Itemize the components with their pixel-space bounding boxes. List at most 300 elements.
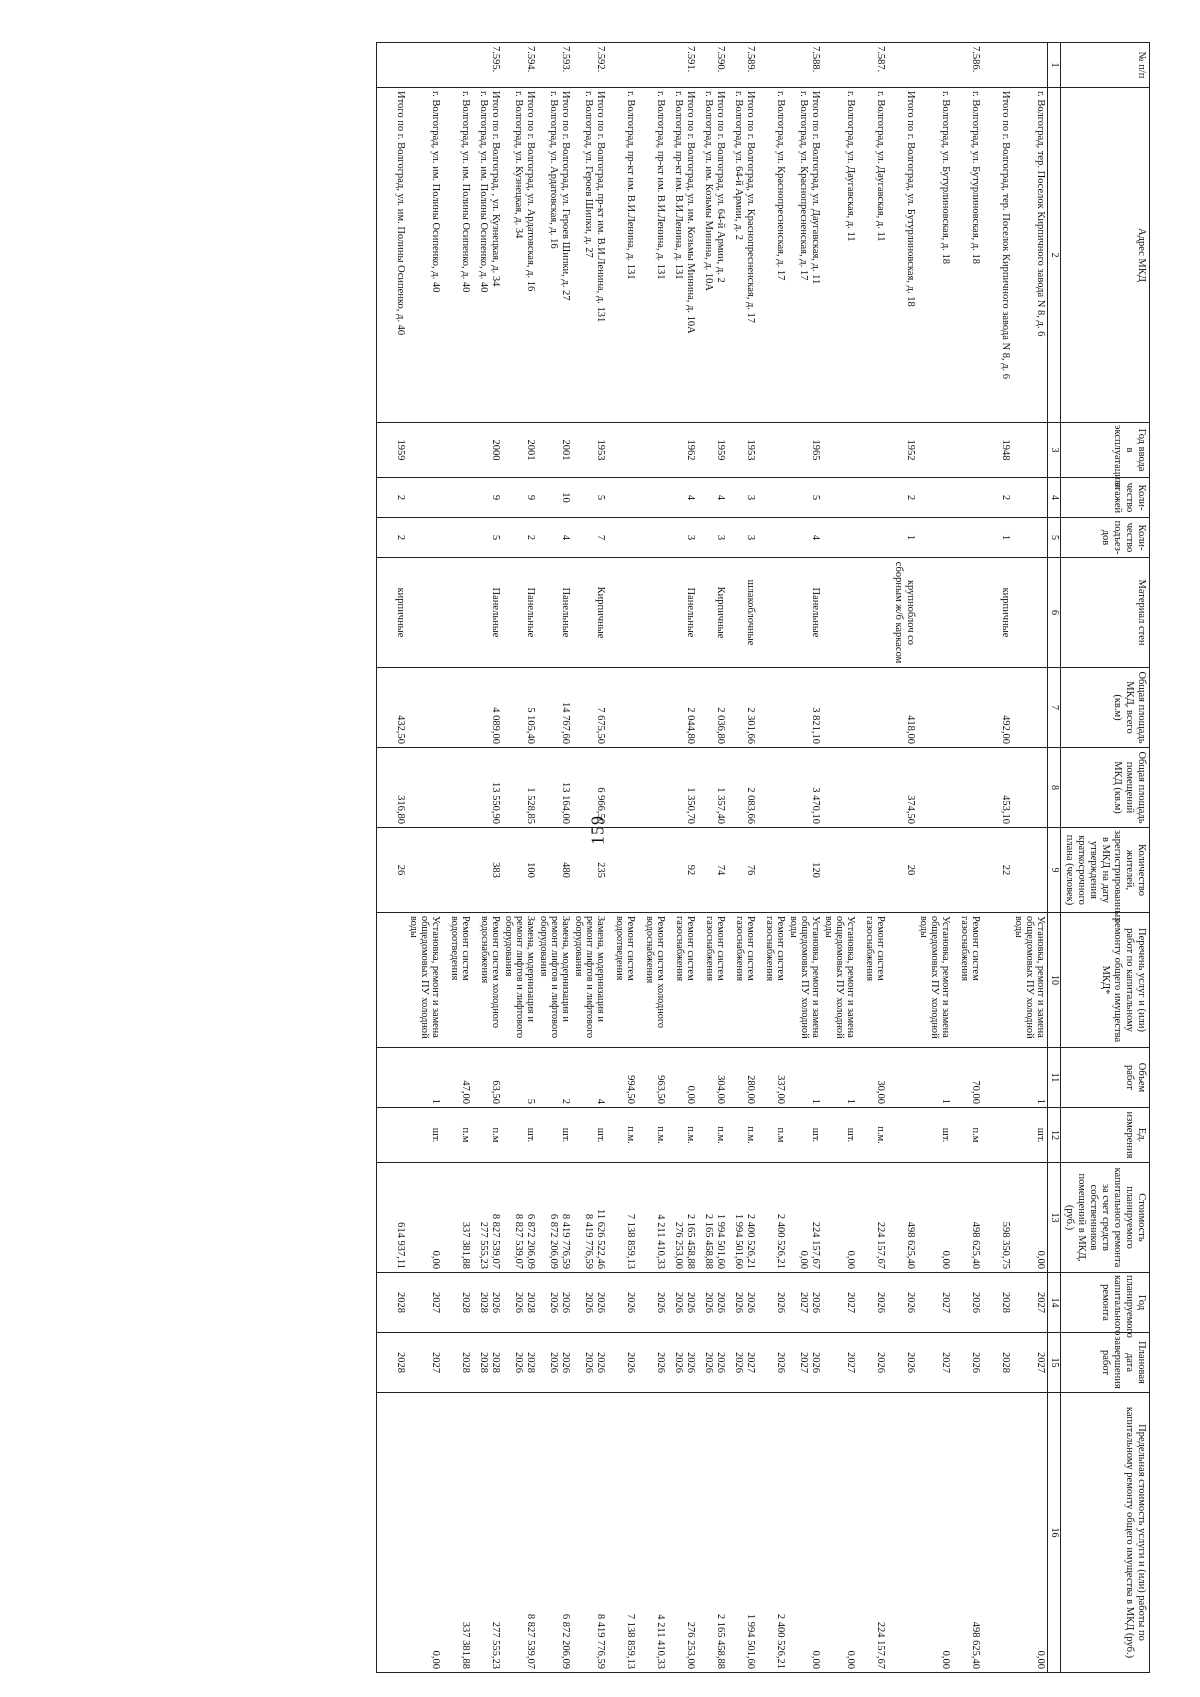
table-cell-col-7: [442, 668, 472, 748]
table-cell-col-3: [1012, 423, 1048, 478]
column-header-9: Количество жителей, зарегистрированных в МКД на дату утверждения краткосрочного плана (человек): [1061, 828, 1150, 913]
table-cell-col-11: 994,50: [607, 1048, 637, 1108]
table-cell-col-2: Итого по г. Волгоград, тер. Поселок Кирпичного завода N 8, д. 6: [982, 88, 1012, 423]
table-cell-col-4: 2: [887, 478, 917, 518]
table-cell-col-8: 316,80: [377, 748, 408, 828]
table-cell-col-8: [637, 748, 667, 828]
table-cell-col-12: шт.: [502, 1108, 537, 1163]
table-cell-col-7: [637, 668, 667, 748]
column-number-14: 14: [1048, 1273, 1061, 1333]
table-cell-col-10: Ремонт систем газоснабжения: [857, 913, 887, 1048]
table-cell-col-4: 5: [787, 478, 822, 518]
table-cell-col-2: Итого по г. Волгоград, ул. Бутурлиновская, д. 18: [887, 88, 917, 423]
table-cell-col-8: [857, 748, 887, 828]
table-cell-col-7: [757, 668, 787, 748]
table-cell-col-7: 418,00: [887, 668, 917, 748]
table-cell-col-13: 498 625,40: [887, 1163, 917, 1273]
table-cell-col-15: 2028: [442, 1333, 472, 1393]
table-cell-col-1: 7.590.: [697, 43, 727, 88]
table-cell-col-14: 2026: [857, 1273, 887, 1333]
table-cell-col-10: Замена, модернизация и ремонт лифтов и лифтового оборудования: [537, 913, 572, 1048]
table-cell-col-13: 0,00: [1012, 1163, 1048, 1273]
table-cell-col-2: г. Волгоград, ул. им. Полины Осипенко, д. 40: [407, 88, 442, 423]
table-cell-col-16: 1 994 501,60: [727, 1393, 757, 1673]
table-cell-col-3: 1952: [887, 423, 917, 478]
table-cell-col-12: [377, 1108, 408, 1163]
table-cell-col-9: 76: [727, 828, 757, 913]
table-cell-col-6: кирпичные: [377, 558, 408, 668]
table-cell-col-13: 498 625,40: [952, 1163, 982, 1273]
table-cell-col-14: 2028 2026: [502, 1273, 537, 1333]
table-cell-col-14: 2026: [952, 1273, 982, 1333]
table-cell-col-13: 0,00: [822, 1163, 857, 1273]
table-cell-col-8: [407, 748, 442, 828]
table-cell-col-14: 2027: [1012, 1273, 1048, 1333]
table-cell-col-14: 2027: [822, 1273, 857, 1333]
table-cell-col-13: 8 419 776,59 6 872 206,09: [537, 1163, 572, 1273]
column-header-15: Плановая дата завершения работ: [1061, 1333, 1150, 1393]
table-cell-col-5: 4: [537, 518, 572, 558]
table-row: [857, 43, 887, 1673]
table-cell-col-16: 0,00: [822, 1393, 857, 1673]
column-number-2: 2: [1048, 88, 1061, 423]
column-number-16: 16: [1048, 1393, 1061, 1673]
table-cell-col-6: [757, 558, 787, 668]
table-cell-col-12: п.м.: [727, 1108, 757, 1163]
table-cell-col-6: Панельные: [537, 558, 572, 668]
table-cell-col-15: 2026 2027: [787, 1333, 822, 1393]
table-cell-col-14: 2026 2026: [697, 1273, 727, 1333]
table-cell-col-11: 0,00: [667, 1048, 697, 1108]
table-cell-col-2: г. Волгоград, ул. Краснопресненская, д. 17: [757, 88, 787, 423]
table-cell-col-7: [952, 668, 982, 748]
table-cell-col-15: 2026: [857, 1333, 887, 1393]
table-cell-col-16: 8 827 539,07: [502, 1393, 537, 1673]
table-cell-col-11: 1: [822, 1048, 857, 1108]
table-cell-col-14: 2028: [377, 1273, 408, 1333]
table-cell-col-4: [407, 478, 442, 518]
table-cell-col-2: Итого по г. Волгоград, ул. Даугавская, д. 11 г. Волгоград, ул. Краснопресненская, д. 17: [787, 88, 822, 423]
table-cell-col-5: 3: [697, 518, 727, 558]
table-cell-col-16: [377, 1393, 408, 1673]
column-header-6: Материал стен: [1061, 558, 1150, 668]
table-cell-col-5: 7: [572, 518, 607, 558]
table-cell-col-1: 7.594.: [502, 43, 537, 88]
table-cell-col-2: г. Волгоград, ул. Даугавская, д. 11: [857, 88, 887, 423]
table-cell-col-2: г. Волгоград, ул. им. Полины Осипенко, д. 40: [442, 88, 472, 423]
column-number-3: 3: [1048, 423, 1061, 478]
table-cell-col-10: [887, 913, 917, 1048]
table-cell-col-6: Панельные: [667, 558, 697, 668]
table-cell-col-9: [1012, 828, 1048, 913]
table-cell-col-7: [917, 668, 952, 748]
column-header-5: Коли-чество подъез-дов: [1061, 518, 1150, 558]
table-cell-col-8: 13 164,00: [537, 748, 572, 828]
table-cell-col-3: [822, 423, 857, 478]
table-cell-col-15: 2027: [917, 1333, 952, 1393]
table-cell-col-16: 8 419 776,59: [572, 1393, 607, 1673]
table-cell-col-12: шт.: [822, 1108, 857, 1163]
table-row: [887, 43, 917, 1673]
table-cell-col-10: Ремонт систем газоснабжения: [757, 913, 787, 1048]
table-cell-col-5: 1: [887, 518, 917, 558]
table-cell-col-7: [407, 668, 442, 748]
table-cell-col-4: [757, 478, 787, 518]
table-cell-col-8: [952, 748, 982, 828]
table-row: [697, 43, 727, 1673]
table-cell-col-7: 432,50: [377, 668, 408, 748]
table-cell-col-1: [407, 43, 442, 88]
table-cell-col-15: 2027 2026: [727, 1333, 757, 1393]
rotated-page: [40, 42, 1150, 1672]
table-cell-col-4: 2: [982, 478, 1012, 518]
column-header-16: Предельная стоимость услуги и (или) работы по капитальному ремонту общего имущества в МКД (руб.): [1061, 1393, 1150, 1673]
table-cell-col-9: [917, 828, 952, 913]
table-cell-col-2: г. Волгоград, пр-кт им. В.И.Ленина, д. 131: [637, 88, 667, 423]
column-number-11: 11: [1048, 1048, 1061, 1108]
table-cell-col-3: 2001: [502, 423, 537, 478]
table-cell-col-10: Ремонт систем водоотведения: [442, 913, 472, 1048]
table-cell-col-3: [917, 423, 952, 478]
table-cell-col-4: 9: [472, 478, 502, 518]
table-row: [537, 43, 572, 1673]
table-cell-col-11: 2: [537, 1048, 572, 1108]
table-cell-col-2: г. Волгоград, ул. Бутурлиновская, д. 18: [917, 88, 952, 423]
table-cell-col-7: [607, 668, 637, 748]
table-cell-col-1: [822, 43, 857, 88]
table-cell-col-16: 4 211 410,33: [637, 1393, 667, 1673]
table-row: [787, 43, 822, 1673]
table-cell-col-7: [1012, 668, 1048, 748]
table-cell-col-6: Кирпичные: [697, 558, 727, 668]
column-header-12: Ед. измерения: [1061, 1108, 1150, 1163]
table-cell-col-11: [887, 1048, 917, 1108]
column-header-8: Общая площадь помещений МКД (кв.м): [1061, 748, 1150, 828]
table-cell-col-16: [887, 1393, 917, 1673]
table-cell-col-11: 1: [787, 1048, 822, 1108]
table-cell-col-10: Ремонт систем газоснабжения: [952, 913, 982, 1048]
table-cell-col-4: 4: [697, 478, 727, 518]
table-cell-col-4: [822, 478, 857, 518]
table-cell-col-9: 480: [537, 828, 572, 913]
column-number-9: 9: [1048, 828, 1061, 913]
table-cell-col-4: 2: [377, 478, 408, 518]
table-cell-col-16: 0,00: [787, 1393, 822, 1673]
table-row: [917, 43, 952, 1673]
table-cell-col-10: Установка, ремонт и замена общедомовых ПУ холодной воды: [407, 913, 442, 1048]
table-cell-col-15: 2027: [1012, 1333, 1048, 1393]
column-header-7: Общая площадь МКД, всего (кв.м): [1061, 668, 1150, 748]
table-cell-col-1: [757, 43, 787, 88]
table-cell-col-11: 70,00: [952, 1048, 982, 1108]
table-cell-col-4: [442, 478, 472, 518]
table-cell-col-5: 4: [787, 518, 822, 558]
table-cell-col-14: 2027: [407, 1273, 442, 1333]
table-cell-col-15: 2026 2026: [572, 1333, 607, 1393]
table-cell-col-6: шлакоблочные: [727, 558, 757, 668]
table-cell-col-7: 2 301,66: [727, 668, 757, 748]
table-cell-col-1: [1012, 43, 1048, 88]
table-cell-col-12: п.м.: [637, 1108, 667, 1163]
table-cell-col-6: [857, 558, 887, 668]
table-cell-col-9: [442, 828, 472, 913]
table-cell-col-3: 2001: [537, 423, 572, 478]
table-cell-col-7: 14 767,60: [537, 668, 572, 748]
table-cell-col-10: Ремонт систем газоснабжения: [697, 913, 727, 1048]
table-cell-col-1: 7.587.: [857, 43, 887, 88]
table-cell-col-9: [952, 828, 982, 913]
table-cell-col-3: 1959: [377, 423, 408, 478]
table-cell-col-16: 498 625,40: [952, 1393, 982, 1673]
table-cell-col-1: [982, 43, 1012, 88]
table-cell-col-6: [1012, 558, 1048, 668]
table-cell-col-2: Итого по г. Волгоград, , ул. Кузнецкая, д. 34 г. Волгоград, ул. им. Полины Осипенко, д. 40: [472, 88, 502, 423]
table-cell-col-14: 2026 2026: [537, 1273, 572, 1333]
table-cell-col-7: 7 675,50: [572, 668, 607, 748]
table-cell-col-6: [607, 558, 637, 668]
column-header-1: № п/п: [1061, 43, 1150, 88]
table-cell-col-1: 7.589.: [727, 43, 757, 88]
table-cell-col-12: п.м.: [857, 1108, 887, 1163]
table-cell-col-5: [407, 518, 442, 558]
table-cell-col-7: 2 036,80: [697, 668, 727, 748]
table-cell-col-3: 1959: [697, 423, 727, 478]
table-cell-col-13: 0,00: [407, 1163, 442, 1273]
table-cell-col-4: 9: [502, 478, 537, 518]
table-cell-col-16: 6 872 206,09: [537, 1393, 572, 1673]
table-cell-col-5: [637, 518, 667, 558]
table-cell-col-2: Итого по г. Волгоград, ул. 64-й Армии, д. 2 г. Волгоград, ул. им. Козьмы Минина, д. 10А: [697, 88, 727, 423]
table-cell-col-5: 2: [377, 518, 408, 558]
table-cell-col-9: 120: [787, 828, 822, 913]
table-row: [637, 43, 667, 1673]
table-cell-col-4: [857, 478, 887, 518]
table-cell-col-4: [917, 478, 952, 518]
table-cell-col-4: 5: [572, 478, 607, 518]
table-row: [822, 43, 857, 1673]
table-cell-col-10: Ремонт систем газоснабжения: [727, 913, 757, 1048]
table-row: [472, 43, 502, 1673]
table-cell-col-2: Итого по г. Волгоград, ул. Героев Шипки, д. 27 г. Волгоград, ул. Ардатовская, д. 16: [537, 88, 572, 423]
table-cell-col-7: [857, 668, 887, 748]
table-cell-col-3: [407, 423, 442, 478]
table-cell-col-13: 224 157,67: [857, 1163, 887, 1273]
table-cell-col-7: 2 044,80: [667, 668, 697, 748]
table-cell-col-15: 2027: [407, 1333, 442, 1393]
table-cell-col-9: 92: [667, 828, 697, 913]
table-cell-col-16: 2 400 526,21: [757, 1393, 787, 1673]
table-cell-col-6: [637, 558, 667, 668]
table-cell-col-9: 26: [377, 828, 408, 913]
table-cell-col-8: [917, 748, 952, 828]
table-cell-col-14: 2027: [917, 1273, 952, 1333]
table-cell-col-3: [757, 423, 787, 478]
table-cell-col-9: 20: [887, 828, 917, 913]
table-cell-col-5: [952, 518, 982, 558]
table-cell-col-16: [982, 1393, 1012, 1673]
table-cell-col-15: 2026 2026: [667, 1333, 697, 1393]
table-cell-col-11: 963,50: [637, 1048, 667, 1108]
table-cell-col-3: [952, 423, 982, 478]
column-number-6: 6: [1048, 558, 1061, 668]
table-cell-col-12: п.м: [472, 1108, 502, 1163]
column-number-13: 13: [1048, 1163, 1061, 1273]
table-cell-col-15: 2027: [822, 1333, 857, 1393]
table-cell-col-8: 3 470,10: [787, 748, 822, 828]
table-cell-col-11: 63,50: [472, 1048, 502, 1108]
table-cell-col-15: 2026: [757, 1333, 787, 1393]
table-cell-col-9: 383: [472, 828, 502, 913]
table-cell-col-1: 7.586.: [952, 43, 982, 88]
table-cell-col-5: [442, 518, 472, 558]
column-header-2: Адрес МКД: [1061, 88, 1150, 423]
table-cell-col-10: [982, 913, 1012, 1048]
table-cell-col-5: 1: [982, 518, 1012, 558]
table-cell-col-11: 304,00: [697, 1048, 727, 1108]
table-cell-col-4: [952, 478, 982, 518]
table-cell-col-8: [757, 748, 787, 828]
table-row: [407, 43, 442, 1673]
column-header-14: Год планируемого капитального ремонта: [1061, 1273, 1150, 1333]
table-cell-col-9: [607, 828, 637, 913]
table-cell-col-13: 2 400 526,21 1 994 501,60: [727, 1163, 757, 1273]
table-cell-col-8: 1 350,70: [667, 748, 697, 828]
table-cell-col-4: [1012, 478, 1048, 518]
table-cell-col-13: 2 165 458,88 276 253,00: [667, 1163, 697, 1273]
table-cell-col-1: 7.593.: [537, 43, 572, 88]
table-body: [377, 43, 1048, 1673]
table-cell-col-15: 2026: [887, 1333, 917, 1393]
table-cell-col-12: [887, 1108, 917, 1163]
column-number-8: 8: [1048, 748, 1061, 828]
table-cell-col-2: Итого по г. Волгоград, ул. им. Полины Осипенко, д. 40: [377, 88, 408, 423]
table-cell-col-8: [1012, 748, 1048, 828]
table-cell-col-3: 1948: [982, 423, 1012, 478]
table-cell-col-7: 492,00: [982, 668, 1012, 748]
column-header-3: Год ввода в эксплуатацию: [1061, 423, 1150, 478]
table-cell-col-13: 11 626 522,46 8 419 776,59: [572, 1163, 607, 1273]
table-cell-col-10: Установка, ремонт и замена общедомовых ПУ холодной воды: [1012, 913, 1048, 1048]
table-cell-col-6: Панельные: [502, 558, 537, 668]
table-cell-col-16: 0,00: [917, 1393, 952, 1673]
table-cell-col-12: [982, 1108, 1012, 1163]
table-row: [1012, 43, 1048, 1673]
table-cell-col-6: кирпичные: [982, 558, 1012, 668]
table-cell-col-1: [887, 43, 917, 88]
table-cell-col-3: 1953: [727, 423, 757, 478]
table-row: [442, 43, 472, 1673]
column-number-15: 15: [1048, 1333, 1061, 1393]
table-cell-col-8: 1 528,85: [502, 748, 537, 828]
table-cell-col-8: [607, 748, 637, 828]
table-cell-col-13: 4 211 410,33: [637, 1163, 667, 1273]
table-cell-col-14: 2026: [887, 1273, 917, 1333]
table-cell-col-15: 2026: [607, 1333, 637, 1393]
table-cell-col-9: 22: [982, 828, 1012, 913]
table-cell-col-11: 337,00: [757, 1048, 787, 1108]
table-cell-col-13: 0,00: [917, 1163, 952, 1273]
table-cell-col-3: 1962: [667, 423, 697, 478]
table-cell-col-5: [917, 518, 952, 558]
repair-plan-table: [376, 42, 1150, 1673]
table-cell-col-12: п.м.: [667, 1108, 697, 1163]
table-cell-col-12: п.м: [757, 1108, 787, 1163]
table-cell-col-13: 337 381,88: [442, 1163, 472, 1273]
table-cell-col-12: шт.: [572, 1108, 607, 1163]
table-cell-col-11: 1: [917, 1048, 952, 1108]
table-row: [572, 43, 607, 1673]
table-cell-col-5: 5: [472, 518, 502, 558]
table-cell-col-3: 2000: [472, 423, 502, 478]
table-cell-col-5: [822, 518, 857, 558]
table-cell-col-14: 2026: [637, 1273, 667, 1333]
table-cell-col-14: 2026 2028: [472, 1273, 502, 1333]
table-cell-col-13: 7 138 859,13: [607, 1163, 637, 1273]
table-row: [377, 43, 408, 1673]
table-cell-col-9: [757, 828, 787, 913]
table-cell-col-9: [407, 828, 442, 913]
table-cell-col-1: [637, 43, 667, 88]
table-cell-col-14: 2026 2026: [727, 1273, 757, 1333]
table-cell-col-3: [607, 423, 637, 478]
table-cell-col-15: 2026 2026: [537, 1333, 572, 1393]
table-cell-col-15: 2028 2028: [472, 1333, 502, 1393]
table-cell-col-12: п.м: [442, 1108, 472, 1163]
table-cell-col-16: 2 165 458,88: [697, 1393, 727, 1673]
table-cell-col-14: 2026: [607, 1273, 637, 1333]
table-cell-col-3: 1953: [572, 423, 607, 478]
table-cell-col-5: [1012, 518, 1048, 558]
table-cell-col-8: 374,50: [887, 748, 917, 828]
page-number: 159: [587, 815, 608, 845]
table-cell-col-13: 6 872 206,09 8 827 539,07: [502, 1163, 537, 1273]
table-cell-col-12: п.м: [952, 1108, 982, 1163]
table-cell-col-10: Замена, модернизация и ремонт лифтов и лифтового оборудования: [502, 913, 537, 1048]
table-cell-col-5: [607, 518, 637, 558]
table-cell-col-10: Ремонт систем водоотведения: [607, 913, 637, 1048]
table-cell-col-9: [857, 828, 887, 913]
table-cell-col-1: 7.588.: [787, 43, 822, 88]
table-cell-col-16: 224 157,67: [857, 1393, 887, 1673]
table-cell-col-13: 8 827 539,07 277 555,23: [472, 1163, 502, 1273]
table-cell-col-12: шт.: [917, 1108, 952, 1163]
table-cell-col-2: Итого по г. Волгоград, ул. Ардатовская, д. 16 г. Волгоград, ул. Кузнецкая, д. 34: [502, 88, 537, 423]
table-cell-col-3: [857, 423, 887, 478]
table-row: [982, 43, 1012, 1673]
table-cell-col-7: 3 821,10: [787, 668, 822, 748]
table-cell-col-2: Итого по г. Волгоград, ул. Краснопресненская, д. 17 г. Волгоград, ул. 64-й Армии, д. 2: [727, 88, 757, 423]
table-cell-col-11: 1: [407, 1048, 442, 1108]
table-cell-col-2: г. Волгоград, пр-кт им. В.И.Ленина, д. 131: [607, 88, 637, 423]
table-row: [502, 43, 537, 1673]
table-cell-col-16: 0,00: [407, 1393, 442, 1673]
column-header-10: Перечень услуг и (или) работ по капитальному ремонту общего имущества МКД*: [1061, 913, 1150, 1048]
table-cell-col-15: 2026: [637, 1333, 667, 1393]
table-cell-col-11: [377, 1048, 408, 1108]
table-cell-col-10: Ремонт систем газоснабжения: [667, 913, 697, 1048]
table-cell-col-9: 100: [502, 828, 537, 913]
column-number-4: 4: [1048, 478, 1061, 518]
table-cell-col-14: 2028: [442, 1273, 472, 1333]
column-header-13: Стоимость планируемого капитального ремонта за счет средств собственников помещений в МКД, (руб.): [1061, 1163, 1150, 1273]
table-cell-col-11: 5: [502, 1048, 537, 1108]
table-cell-col-6: [442, 558, 472, 668]
table-cell-col-14: 2026: [757, 1273, 787, 1333]
table-cell-col-9: 235: [572, 828, 607, 913]
table-cell-col-15: 2028: [982, 1333, 1012, 1393]
table-cell-col-16: 337 381,88: [442, 1393, 472, 1673]
table-cell-col-8: [822, 748, 857, 828]
